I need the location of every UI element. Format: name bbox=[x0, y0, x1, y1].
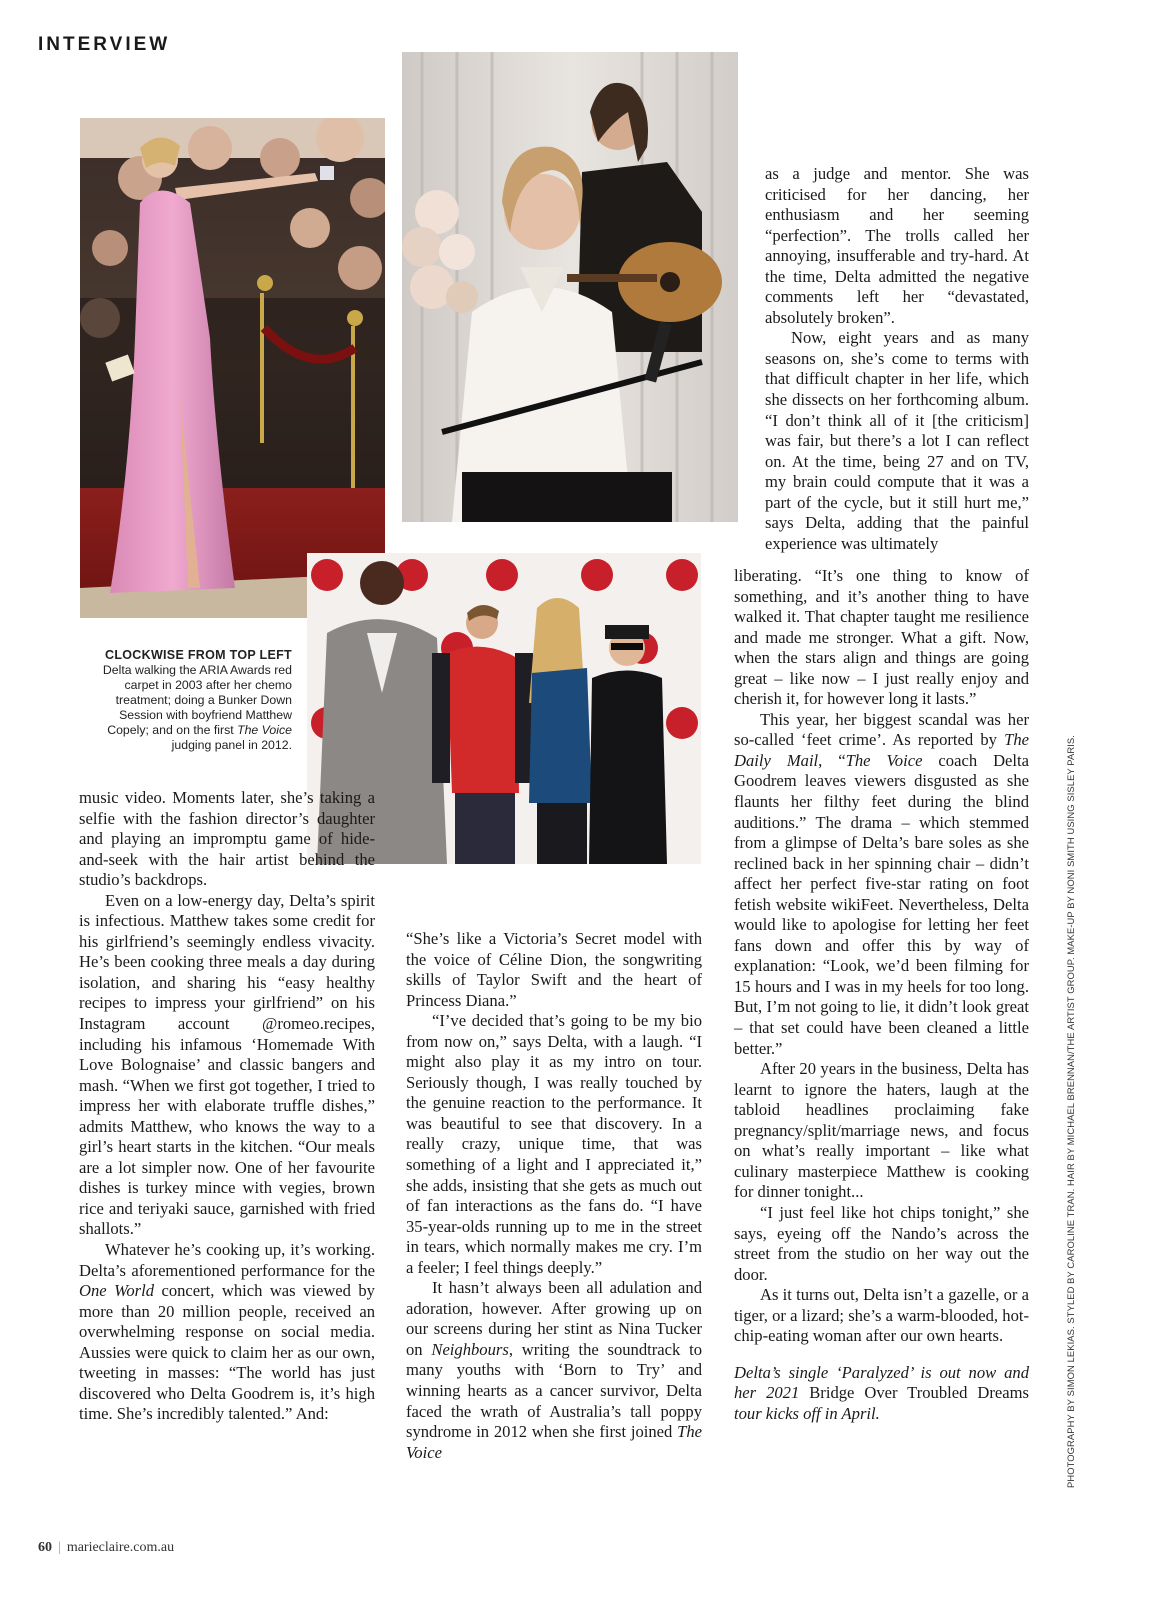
caption-text: Delta walking the ARIA Awards red carpet in 2003 after her chemo treatment; doing a Bunker Down Session with boyfriend Matthew Copely; and on the first bbox=[102, 663, 292, 737]
paragraph: After 20 years in the business, Delta has learnt to ignore the haters, laugh at the tabloid headlines proclaiming fake pregnancy/split/marriage news, and focus on what’s really important – like what culinary masterpiece Matthew is cooking for dinner tonight... bbox=[734, 1059, 1029, 1202]
paragraph: Even on a low-energy day, Delta’s spirit is infectious. Matthew takes some credit for his girlfriend’s seemingly endless vivacity. He’s been cooking three meals a day during isolation, and sharing his “easy healthy recipes to impress your girlfriend” on his Instagram account @romeo.recipes, including his infamous ‘Homemade With Love Bolognaise’ and classic bangers and mash. “When we first got together, I tried to impress her with elaborate truffle dishes,” admits Matthew, who knows the way to a girl’s heart starts in the kitchen. “Our meals are a lot simpler now. One of her favourite dishes is turkey mince with vegies, brown rice and teriyaki sauce, garnished with fried shallots.” bbox=[79, 890, 375, 1239]
paragraph: as a judge and mentor. She was criticised for her dancing, her enthusiasm and her seeming “perfection”. The trolls called her annoying, insufferable and try-hard. At the time, Delta admitted the negative comments left her “devastated, absolutely broken”. bbox=[765, 164, 1029, 327]
paragraph: It hasn’t always been all adulation and adoration, however. After growing up on our screens during her stint as Nina Tucker on Neighbours, writing the soundtrack to many youths with ‘Born to Try’ and winning hearts as a cancer survivor, Delta faced the wrath of Australia’s tall poppy syndrome in 2012 when she first joined The Voice bbox=[406, 1278, 702, 1462]
footer-website: marieclaire.com.au bbox=[66, 1540, 175, 1555]
paragraph: As it turns out, Delta isn’t a gazelle, or a tiger, or a lizard; she’s a warm-blooded, hot-chip-eating woman after our own hearts. bbox=[734, 1285, 1029, 1346]
paragraph: Now, eight years and as many seasons on, she’s come to terms with that difficult chapter in her life, which she dissects on her forthcoming album. “I don’t think all of it [the criticism] was fair, but there’s a lot I can reflect on. At the time, being 27 and on TV, my brain could compute that it was a part of the cycle, but it still hurt me,” says Delta, adding that the painful experience was ultimately bbox=[765, 328, 1029, 553]
paragraph: “She’s like a Victoria’s Secret model with the voice of Céline Dion, the songwriting skills of Taylor Swift and the heart of Princess Diana.” bbox=[406, 929, 702, 1010]
paragraph: “I just feel like hot chips tonight,” she says, eyeing off the Nando’s across the street from the studio on her way out the door. bbox=[734, 1202, 1029, 1284]
article-column-1 bbox=[79, 788, 375, 1425]
photo-red-carpet bbox=[80, 118, 385, 618]
section-label: INTERVIEW bbox=[38, 34, 171, 55]
photo-bunker-session bbox=[402, 52, 738, 522]
sign-off: Delta’s single ‘Paralyzed’ is out now and her 2021 Bridge Over Troubled Dreams tour kicks off in April. bbox=[734, 1362, 1029, 1423]
paragraph: liberating. “It’s one thing to know of something, and it’s another thing to have walked it. That chapter taught me resilience and made me stronger. What a gift. Now, when the stars align and things are going great – like now – I just really enjoy and cherish it, for however long it lasts.” bbox=[734, 566, 1029, 709]
article-column-2 bbox=[406, 929, 702, 1463]
caption-text-end: judging panel in 2012. bbox=[171, 738, 292, 752]
article-column-4 bbox=[734, 566, 1029, 1424]
photo-credit: PHOTOGRAPHY BY SIMON LEKIAS. STYLED BY CAROLINE TRAN. HAIR BY MICHAEL BRENNAN/THE ARTIST GROUP. MAKE-UP BY NONI SMITH USING SISLEY PARIS. bbox=[1065, 735, 1076, 1488]
paragraph: This year, her biggest scandal was her so-called ‘feet crime’. As reported by The Daily Mail, “The Voice coach Delta Goodrem leaves viewers disgusted as she flaunts her filthy feet during the blind auditions.” The drama – which stemmed from a glimpse of Delta’s bare soles as she reclined back in her spinning chair – didn’t affect her perfect five-star rating on foot fetish website wikiFeet. Nevertheless, Delta would like to apologise for letting her feet fans down and offer this by way of explanation: “Look, we’d been filming for 15 hours and I was in my heels for too long. But, I’m not going to lie, it didn’t look great – that set could have been cleaned a little better.” bbox=[734, 709, 1030, 1058]
page-number: 60 bbox=[38, 1540, 52, 1555]
article-column-3 bbox=[765, 164, 1029, 554]
paragraph: music video. Moments later, she’s taking a selfie with the fashion director’s daughter and playing an impromptu game of hide-and-seek with the hair artist behind the studio’s backdrops. bbox=[79, 788, 375, 890]
paragraph: Whatever he’s cooking up, it’s working. Delta’s aforementioned performance for the One World concert, which was viewed by more than 20 million people, received an overwhelming response on social media. Aussies were quick to claim her as our own, tweeting in masses: “The world has just discovered who Delta Goodrem is, it’s high time. She’s incredibly talented.” And: bbox=[79, 1240, 375, 1424]
photo-caption bbox=[82, 648, 292, 753]
paragraph: “I’ve decided that’s going to be my bio from now on,” says Delta, with a laugh. “I might also play it as my intro on tour. Seriously though, I was really touched by the genuine reaction to the performance. It was beautiful to see that discovery. In a really crazy, unique time, that was something of a light and I appreciated it,” she adds, insisting that she gets as much out of fan interactions as the fans do. “I have 35-year-olds running up to me in the street in tears, which normally makes me cry. I’m a feeler; I feel things deeply.” bbox=[406, 1011, 702, 1277]
caption-show-title: The Voice bbox=[237, 723, 292, 737]
caption-title: CLOCKWISE FROM TOP LEFT bbox=[105, 648, 292, 662]
page-footer: 60 | marieclaire.com.au bbox=[38, 1540, 175, 1555]
